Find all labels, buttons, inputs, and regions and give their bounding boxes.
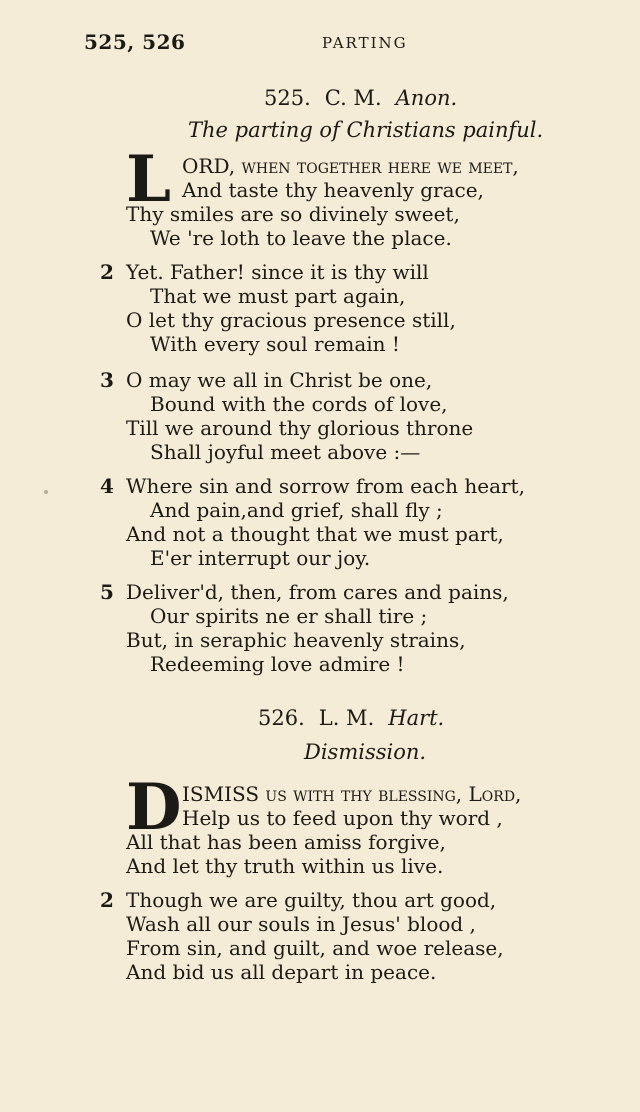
verse-line: Deliver'd, then, from cares and pains,: [126, 580, 509, 604]
verse-line: O let thy gracious presence still,: [126, 308, 456, 332]
hymn-meter: L. M.: [318, 706, 375, 730]
verse-line: Shall joyful meet above :—: [150, 440, 421, 464]
verse-line: And not a thought that we must part,: [126, 522, 504, 546]
verse-number: 2: [100, 260, 114, 284]
verse-line: All that has been amiss forgive,: [126, 830, 446, 854]
verse-line: Bound with the cords of love,: [150, 392, 448, 416]
verse-line: ISMISS us with thy blessing, Lord,: [182, 782, 522, 806]
verse-line: And pain,and grief, shall fly ;: [150, 498, 443, 522]
page-number-header: 525, 526: [84, 30, 186, 54]
verse-line: That we must part again,: [150, 284, 406, 308]
verse-number: 5: [100, 580, 114, 604]
verse-line: Redeeming love admire !: [150, 652, 405, 676]
hymn-author: Hart.: [388, 706, 445, 730]
hymn-subtitle: The parting of Christians painful.: [188, 118, 544, 142]
verse-number: 4: [100, 474, 114, 498]
verse-line: We 're loth to leave the place.: [150, 226, 452, 250]
hymn-heading: [264, 86, 457, 110]
verse-number: 3: [100, 368, 114, 392]
verse-number: 2: [100, 888, 114, 912]
verse-line: With every soul remain !: [150, 332, 400, 356]
verse-line: And taste thy heavenly grace,: [182, 178, 484, 202]
drop-cap: D: [126, 770, 182, 845]
hymn-heading: [258, 706, 444, 730]
hymn-subtitle: Dismission.: [304, 740, 427, 764]
hymn-number: 525.: [264, 86, 311, 110]
verse-line: E'er interrupt our joy.: [150, 546, 371, 570]
hymn-number: 526.: [258, 706, 305, 730]
verse-line: Yet. Father! since it is thy will: [126, 260, 429, 284]
paper-speck: [44, 490, 48, 494]
verse-line: Where sin and sorrow from each heart,: [126, 474, 525, 498]
verse-line: O may we all in Christ be one,: [126, 368, 433, 392]
verse-line: Wash all our souls in Jesus' blood ,: [126, 912, 476, 936]
hymn-author: Anon.: [395, 86, 458, 110]
verse-line: Our spirits ne er shall tire ;: [150, 604, 428, 628]
section-title: PARTING: [322, 34, 408, 52]
verse-line: ORD, when together here we meet,: [182, 154, 519, 178]
drop-cap: L: [126, 142, 171, 217]
hymn-meter: C. M.: [324, 86, 382, 110]
verse-line: But, in seraphic heavenly strains,: [126, 628, 466, 652]
verse-line: Help us to feed upon thy word ,: [182, 806, 503, 830]
verse-line: Till we around thy glorious throne: [126, 416, 474, 440]
verse-line: And let thy truth within us live.: [126, 854, 444, 878]
verse-line: From sin, and guilt, and woe release,: [126, 936, 504, 960]
verse-line: Though we are guilty, thou art good,: [126, 888, 497, 912]
verse-line: And bid us all depart in peace.: [126, 960, 437, 984]
verse-line: Thy smiles are so divinely sweet,: [126, 202, 460, 226]
